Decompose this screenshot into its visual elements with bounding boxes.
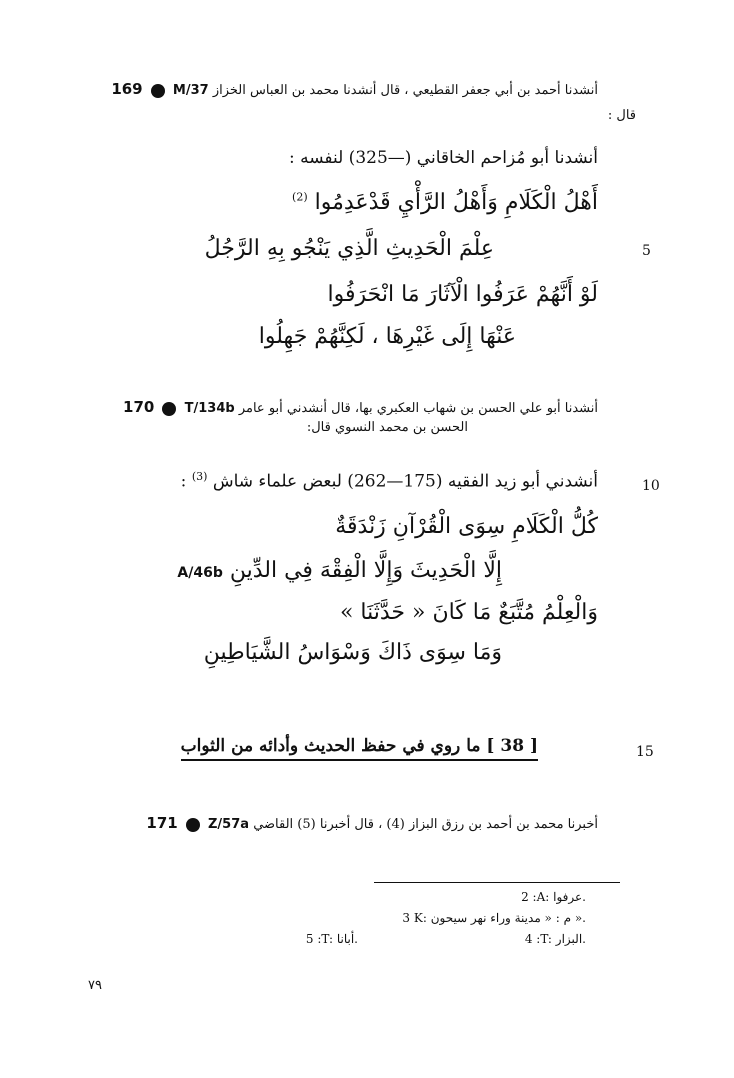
- footnote-ref: (3): [191, 470, 208, 483]
- entry-number: 171: [146, 814, 178, 832]
- line-number-5: 5: [642, 243, 651, 259]
- entry-text: أنشدنا أبو علي الحسن بن شهاب العكبري بها، قال أنشدني أبو عامر: [238, 401, 598, 416]
- footnote-5: 5 :T: أبانا.: [305, 932, 358, 946]
- manuscript-siglum: A/46b: [177, 565, 223, 581]
- line-number-15: 15: [636, 744, 654, 760]
- entry-170-line2: الحسن بن محمد النسوي قال:: [306, 420, 468, 435]
- poem2-hemistich-2: [177, 558, 502, 583]
- footnote-4: 4 :T: البزار.: [524, 932, 586, 946]
- page-number: ٧٩: [88, 978, 102, 993]
- entry-171-line1: [146, 814, 598, 832]
- poem1-intro: أنشدنا أبو مُزاحم الخاقاني (—325) لنفسه :: [288, 148, 598, 168]
- hemistich-text: إِلَّا الْحَدِيثَ وَإِلَّا الْفِقْهَ فِي الدِّينِ: [229, 558, 502, 583]
- poem2-hemistich-3: وَالْعِلْمُ مُتَّبَعٌ مَا كَانَ « حَدَّثَنَا »: [339, 600, 598, 625]
- poem1-hemistich-3: لَوْ أَنَّهُمْ عَرَفُوا الْآثَارَ مَا انْحَرَفُوا: [327, 282, 598, 307]
- manuscript-siglum: T/134b: [184, 401, 235, 416]
- poem1-hemistich-1: [292, 190, 598, 215]
- intro-text: أنشدني أبو زيد الفقيه (175—262) لبعض علماء شاش: [212, 471, 598, 492]
- poem1-hemistich-4: عَنْهَا إِلَى غَيْرِهَا ، لَكِنَّهُمْ جَهِلُوا: [258, 324, 516, 349]
- manuscript-siglum: M/37: [172, 83, 209, 98]
- section-heading: [ 38 ] ما روي في حفظ الحديث وأدائه من الثواب: [181, 736, 538, 761]
- intro-colon: :: [180, 471, 187, 492]
- footnote-2: 2 :A: عرفوا.: [521, 890, 586, 904]
- entry-169-line1: [111, 80, 598, 98]
- poem2-hemistich-1: كُلُّ الْكَلَامِ سِوَى الْقُرْآنِ زَنْدَقَةٌ: [335, 514, 598, 539]
- bullet-icon: [186, 818, 200, 832]
- poem2-hemistich-4: وَمَا سِوَى ذَاكَ وَسْوَاسُ الشَّيَاطِينِ: [203, 640, 502, 665]
- manuscript-siglum: Z/57a: [208, 817, 250, 832]
- entry-170-line1: [123, 398, 598, 416]
- entry-169-line2: قال :: [607, 108, 636, 123]
- poem1-hemistich-2: عِلْمَ الْحَدِيثِ الَّذِي يَنْجُو بِهِ الرَّجُلُ: [204, 236, 494, 261]
- line-number-10: 10: [642, 478, 660, 494]
- footnote-3: 3 K: م : « مدينة وراء نهر سيحون ».: [402, 911, 586, 925]
- entry-number: 170: [123, 398, 155, 416]
- footnote-ref: (2): [292, 190, 308, 204]
- poem2-intro: [181, 470, 598, 492]
- entry-text: أخبرنا محمد بن أحمد بن رزق البزاز (4) ، قال أخبرنا (5) القاضي: [253, 817, 598, 832]
- footnote-divider: [374, 882, 620, 883]
- bullet-icon: [162, 402, 176, 416]
- bullet-icon: [151, 84, 165, 98]
- hemistich-text: أَهْلُ الْكَلَامِ وَأَهْلُ الرَّأْيِ قَدْعَدِمُوا: [314, 190, 598, 215]
- entry-text: أنشدنا أحمد بن أبي جعفر القطيعي ، قال أنشدنا محمد بن العباس الخزاز: [212, 83, 598, 98]
- entry-number: 169: [111, 80, 143, 98]
